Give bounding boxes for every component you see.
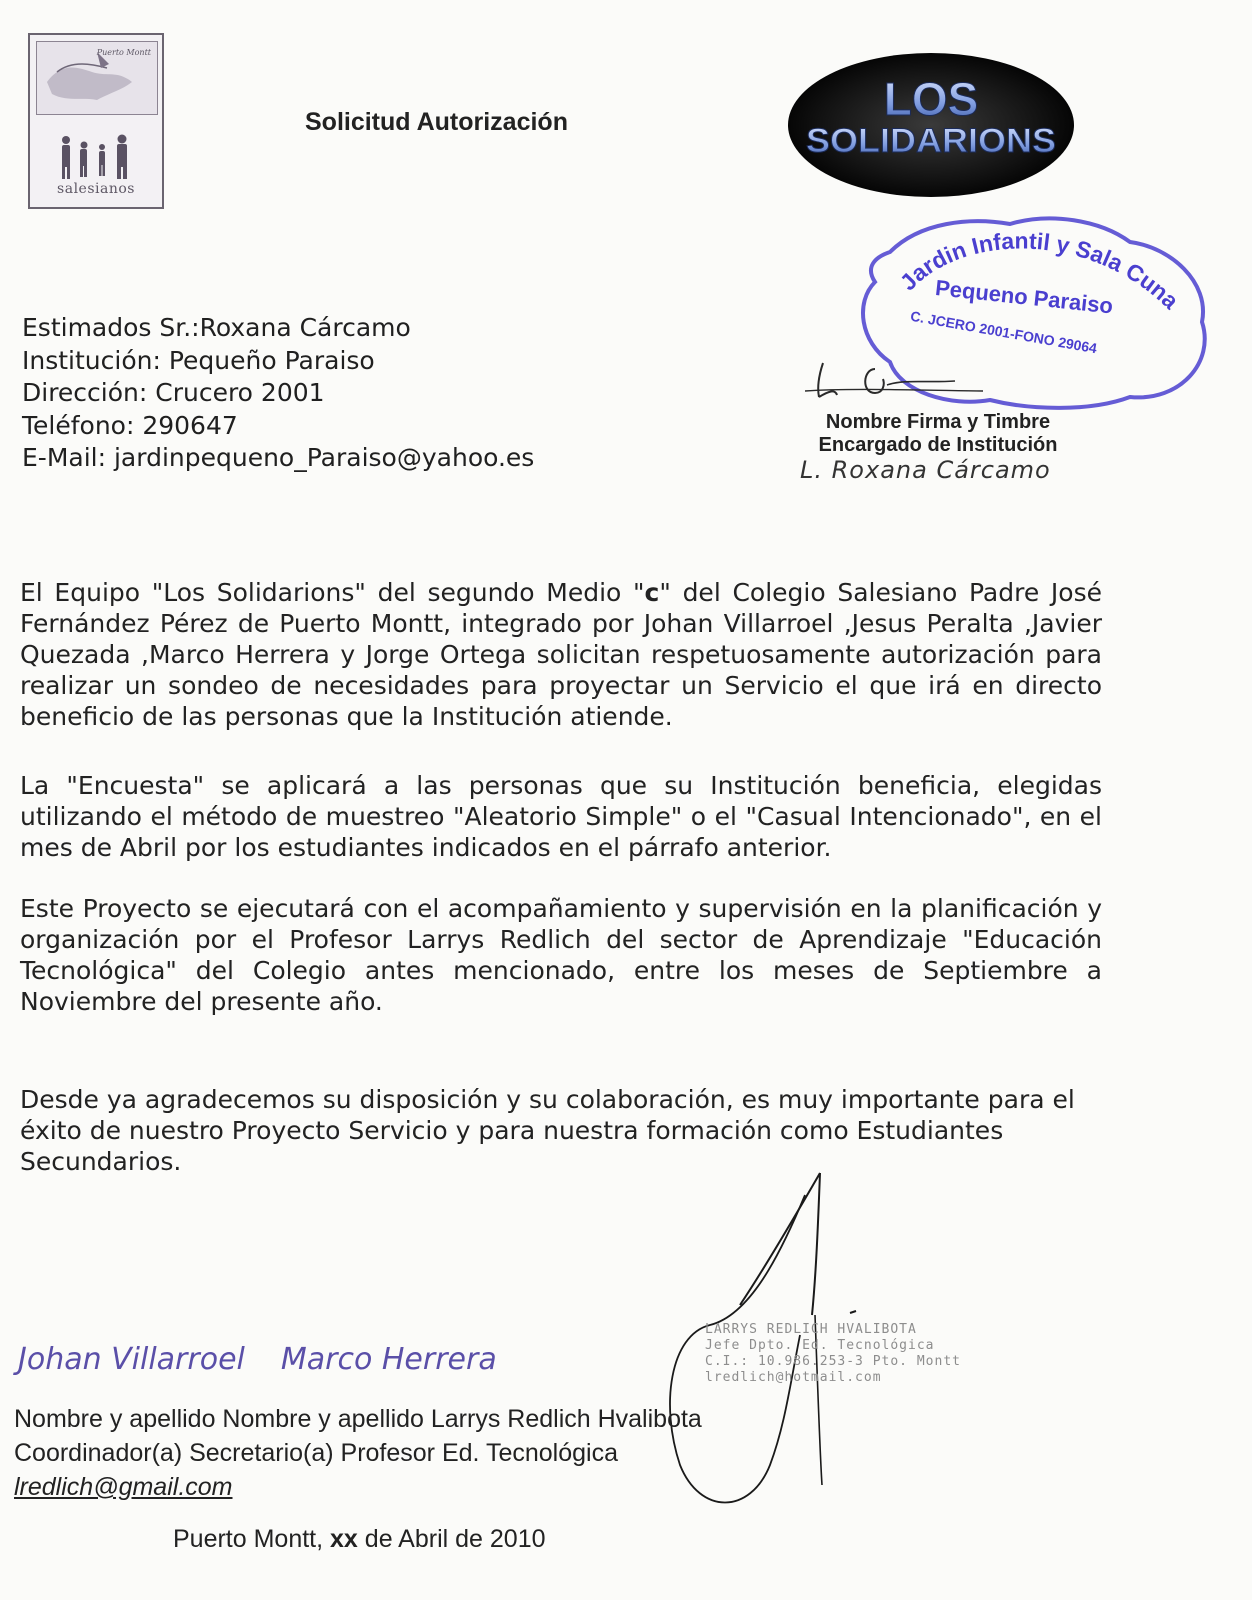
paragraph-1-bold: c [644, 578, 660, 607]
signature-roles-line: Coordinador(a) Secretario(a) Profesor Ed. Tecnológica [14, 1439, 619, 1467]
los-solidarions-logo [786, 50, 1076, 200]
institution-signature-caption [798, 411, 1078, 457]
logo-solidarions-text: SOLIDARIONS [806, 122, 1056, 160]
handwritten-name: L. Roxana Cárcamo [800, 456, 1051, 484]
date-day: xx [330, 1525, 358, 1553]
body-paragraph-1 [20, 577, 1102, 732]
student-signature-2: Marco Herrera [280, 1342, 497, 1377]
stamp-bottom-text: C. JCERO 2001-FONO 29064 [909, 307, 1099, 357]
body-paragraph-3: Este Proyecto se ejecutará con el acompañamiento y supervisión en la planificación y organización por el Profesor Larrys Redlich del sector de Aprendizaje "Educación Tecnológica" del Colegio antes mencionado, entre los meses de Septiembre a Noviembre del presente año. [20, 894, 1102, 1016]
recipient-address: Dirección: Crucero 2001 [22, 378, 325, 407]
teacher-stamp-line-2: Jefe Dpto. Ed. Tecnológica [705, 1338, 935, 1353]
document-title: Solicitud Autorización [305, 108, 568, 136]
salesianos-logo [28, 33, 164, 209]
recipient-email: E-Mail: jardinpequeno_Paraiso@yahoo.es [22, 443, 535, 472]
recipient-institution: Institución: Pequeño Paraiso [22, 345, 375, 375]
logo-map-label: Puerto Montt [96, 48, 151, 57]
paragraph-1-part-b: " del Colegio Salesiano Padre José Fernández Pérez de Puerto Montt, integrado por Johan Villarroel ,Jesus Peralta ,Javier Quezada ,Marco Herrera y Jorge Ortega solicitan respetuosamente autorización para realizar un sondeo de necesidades para proyectar un Servicio el que irá en directo beneficio de las personas que la Institución atiende. [20, 578, 1102, 731]
paragraph-1-part-a: El Equipo "Los Solidarions" del segundo Medio " [20, 578, 645, 607]
body-paragraph-2: La "Encuesta" se aplicará a las personas que su Institución beneficia, elegidas utilizando el método de muestreo "Aleatorio Simple" o el "Casual Intencionado", en el mes de Abril por los estudiantes indicados en el párrafo anterior. [20, 771, 1102, 862]
recipient-phone: Teléfono: 290647 [22, 410, 238, 440]
recipient-greeting: Estimados Sr.:Roxana Cárcamo [22, 313, 411, 342]
teacher-stamp [705, 1322, 961, 1386]
family-figures-icon [58, 131, 134, 181]
teacher-email-link[interactable]: lredlich@gmail.com [14, 1473, 233, 1501]
student-signatures [18, 1342, 497, 1377]
logo-los-text: LOS [883, 73, 979, 125]
recipient-block [22, 312, 534, 475]
stamp-arc-text: Jardin Infantil y Sala Cuna [894, 227, 1184, 314]
caption-line-1: Nombre Firma y Timbre [825, 411, 1051, 433]
institution-handwritten-signature [805, 355, 985, 405]
date-line [173, 1525, 546, 1554]
signature-block [14, 1402, 702, 1504]
date-prefix: Puerto Montt, [173, 1525, 324, 1553]
stamp-center-text: Pequeno Paraiso [934, 275, 1115, 319]
caption-line-2: Encargado de Institución [818, 434, 1058, 456]
teacher-stamp-line-4: lredlich@hotmail.com [705, 1370, 882, 1385]
signature-names-line: Nombre y apellido Nombre y apellido Larrys Redlich Hvalibota [14, 1405, 702, 1433]
teacher-stamp-line-3: C.I.: 10.986.253-3 Pto. Montt [705, 1354, 961, 1369]
teacher-stamp-line-1: LARRYS REDLICH HVALIBOTA [705, 1322, 917, 1337]
date-suffix: de Abril de 2010 [364, 1525, 546, 1553]
logo-map-image [36, 41, 158, 115]
body-paragraph-4: Desde ya agradecemos su disposición y su colaboración, es muy importante para el éxito de nuestro Proyecto Servicio y para nuestra formación como Estudiantes Secundarios. [20, 1085, 1075, 1176]
student-signature-1: Johan Villarroel [18, 1342, 245, 1377]
salesianos-label: salesianos [57, 181, 135, 197]
